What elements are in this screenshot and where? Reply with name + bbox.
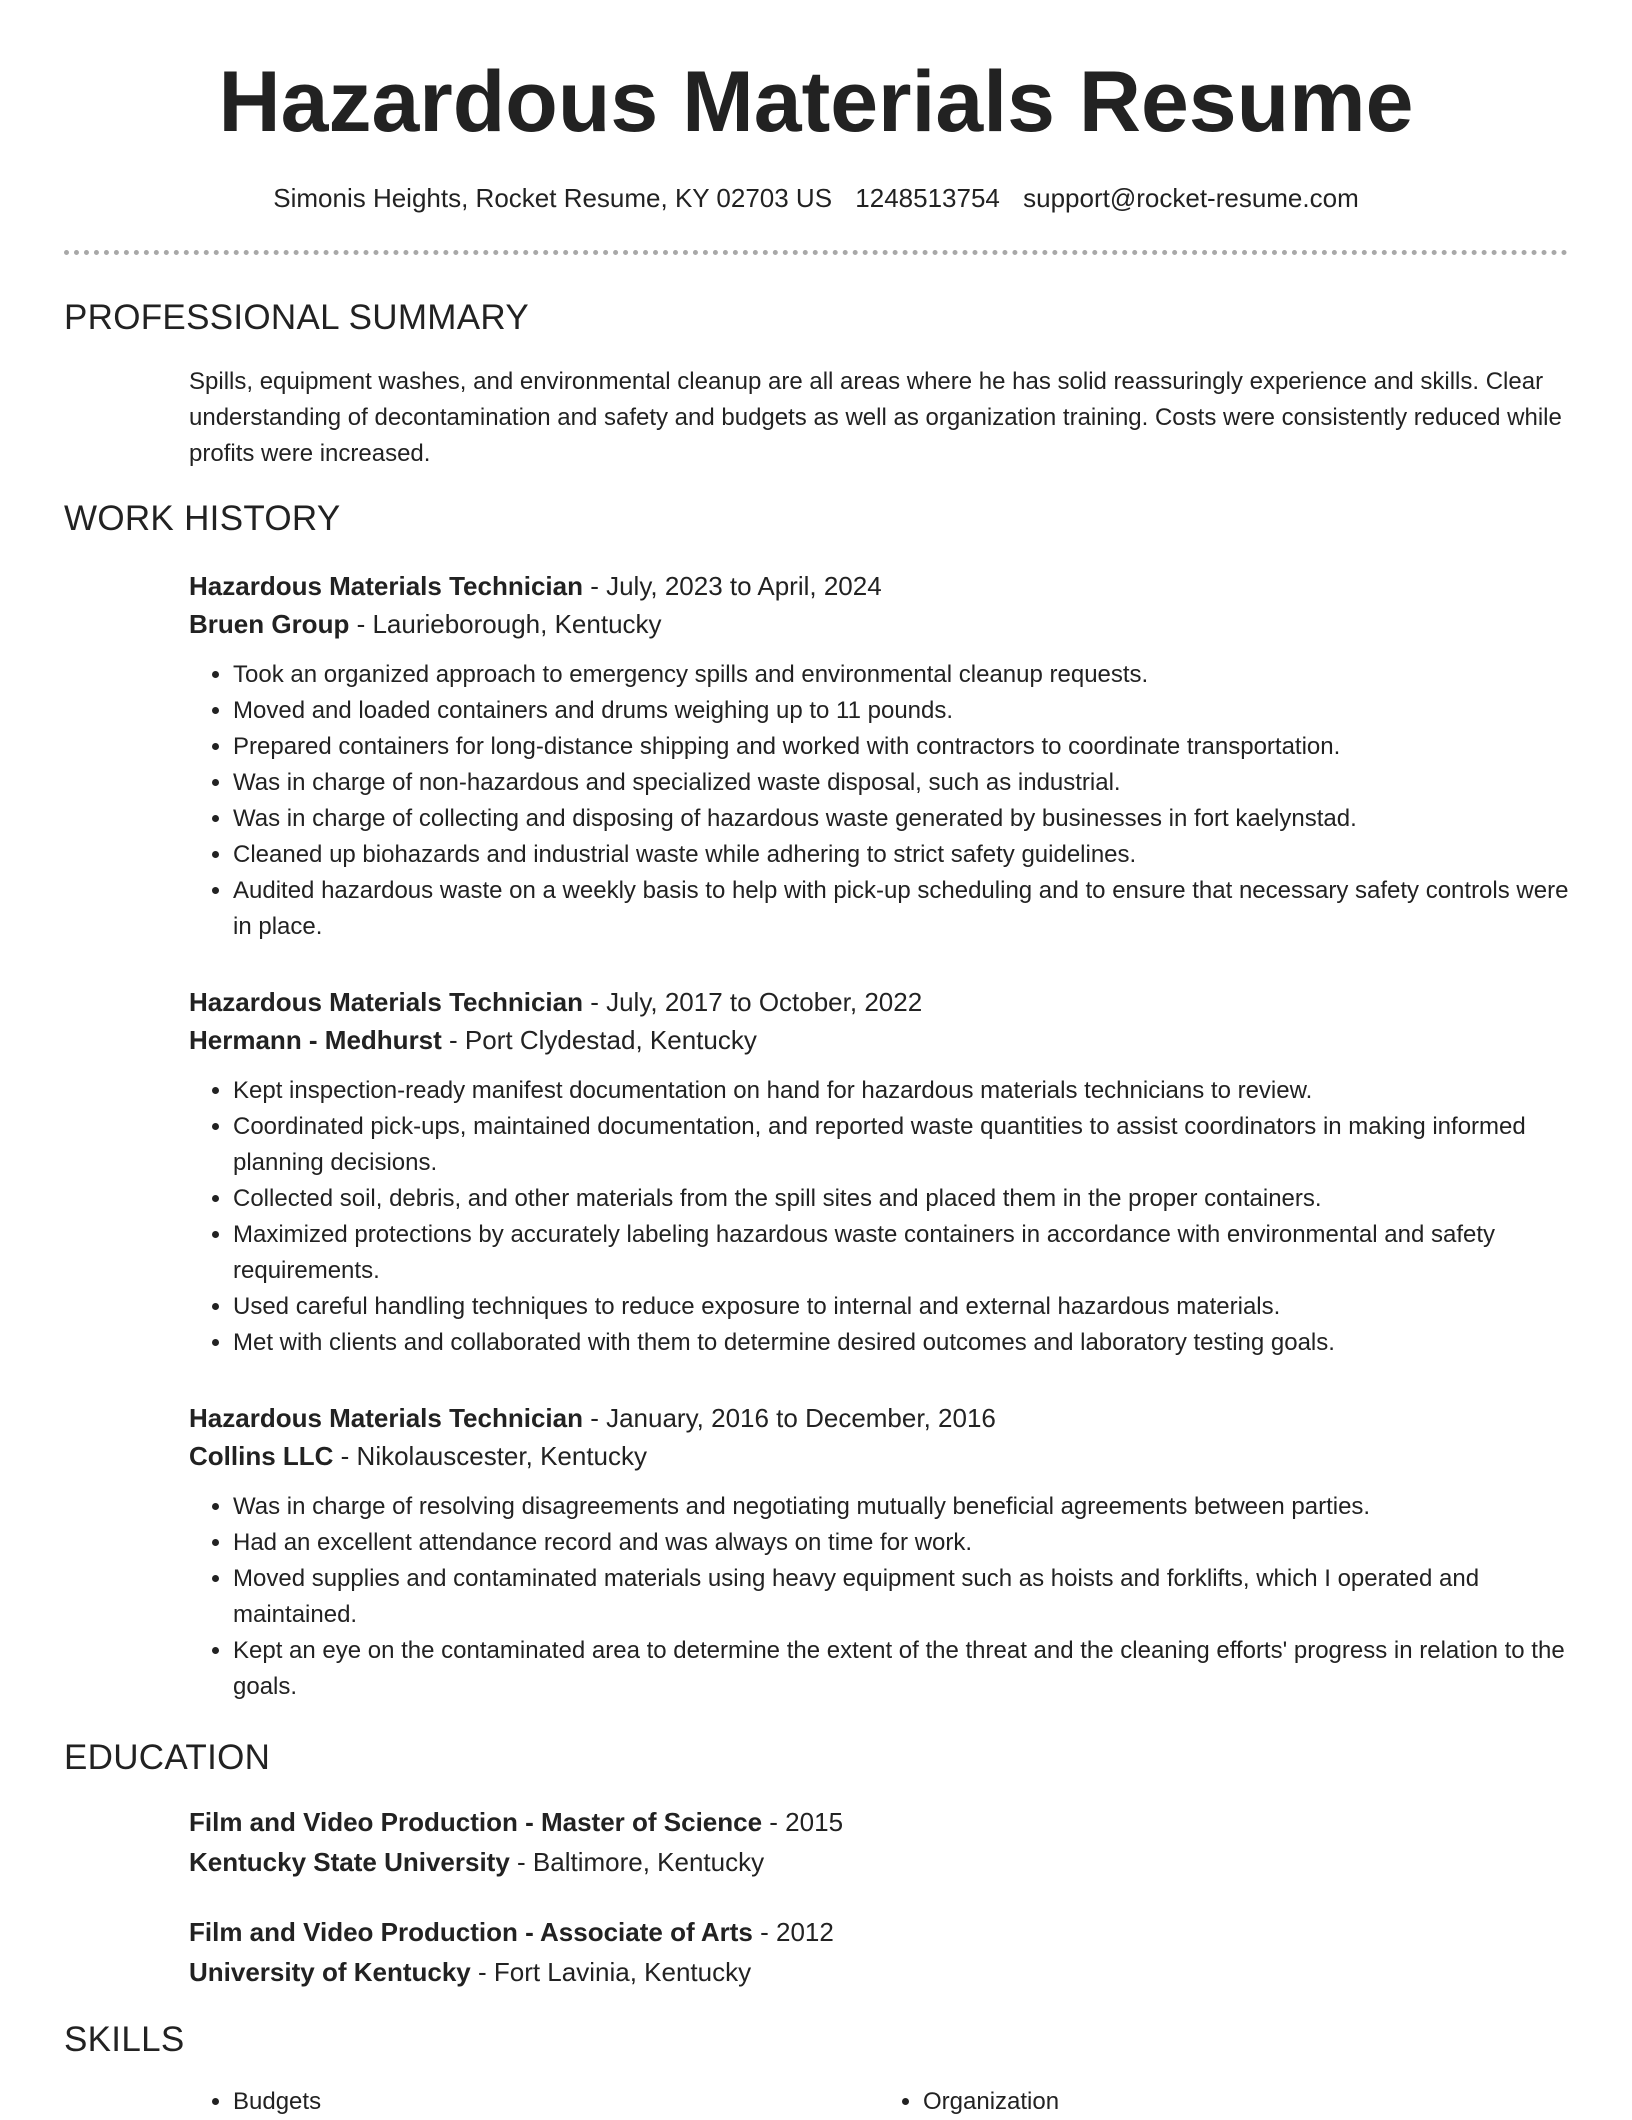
job-title: Hazardous Materials Technician (189, 987, 583, 1017)
list-item: • Was in charge of non-hazardous and specialized waste disposal, such as industrial. (233, 765, 1569, 801)
contact-line (0, 180, 1632, 216)
job-dates: - July, 2017 to October, 2022 (582, 987, 923, 1017)
header-divider (64, 250, 1568, 255)
education-degree: Film and Video Production - Master of Science (189, 1807, 763, 1837)
job-location: - Laurieborough, Kentucky (349, 609, 662, 639)
education-degree-line (189, 1803, 1569, 1841)
job-company: Hermann - Medhurst (189, 1025, 442, 1055)
education-location: - Fort Lavinia, Kentucky (470, 1957, 752, 1987)
skills-column (189, 2084, 879, 2120)
job-dates: - July, 2023 to April, 2024 (582, 571, 882, 601)
job-company-line (189, 1021, 1569, 1059)
summary-heading: PROFESSIONAL SUMMARY (64, 298, 529, 337)
list-item: • Took an organized approach to emergency spills and environmental cleanup requests. (233, 657, 1569, 693)
education-entry (189, 1803, 1569, 1881)
list-item: • Kept an eye on the contaminated area to determine the extent of the threat and the cleaning efforts' progress in relation to the goals. (233, 1633, 1569, 1705)
resume-title: Hazardous Materials Resume (218, 54, 1414, 150)
skills-list (189, 2084, 1569, 2120)
list-item: • Cleaned up biohazards and industrial waste while adhering to strict safety guidelines. (233, 837, 1569, 873)
list-item: • Met with clients and collaborated with them to determine desired outcomes and laboratory testing goals. (233, 1325, 1569, 1361)
summary-section (189, 364, 1569, 472)
work-history-heading: WORK HISTORY (64, 499, 341, 538)
list-item: • Moved supplies and contaminated materials using heavy equipment such as hoists and forklifts, which I operated and maintained. (233, 1561, 1569, 1633)
job-title: Hazardous Materials Technician (189, 1403, 583, 1433)
skills-column (879, 2084, 1569, 2120)
job-entry (189, 567, 1569, 945)
education-year: - 2012 (752, 1917, 834, 1947)
list-item: • Prepared containers for long-distance shipping and worked with contractors to coordinate transportation. (233, 729, 1569, 765)
job-company-line (189, 1437, 1569, 1475)
job-duties-list (189, 1073, 1569, 1361)
skill-item: • Organization (923, 2084, 1569, 2120)
job-title-line (189, 1399, 1569, 1437)
list-item: • Was in charge of collecting and disposing of hazardous waste generated by businesses in fort kaelynstad. (233, 801, 1569, 837)
education-heading: EDUCATION (64, 1738, 271, 1777)
education-school-line (189, 1843, 1569, 1881)
job-title: Hazardous Materials Technician (189, 571, 583, 601)
skill-item: • Budgets (233, 2084, 879, 2120)
job-entry (189, 983, 1569, 1361)
job-company-line (189, 605, 1569, 643)
education-entry (189, 1913, 1569, 1991)
job-entry (189, 1399, 1569, 1705)
list-item: • Kept inspection-ready manifest documentation on hand for hazardous materials technicians to review. (233, 1073, 1569, 1109)
contact-phone: 1248513754 (855, 183, 1000, 213)
job-company: Bruen Group (189, 609, 350, 639)
education-school-line (189, 1953, 1569, 1991)
job-duties-list (189, 1489, 1569, 1705)
education-degree-line (189, 1913, 1569, 1951)
education-year: - 2015 (762, 1807, 844, 1837)
job-company: Collins LLC (189, 1441, 334, 1471)
list-item: • Used careful handling techniques to reduce exposure to internal and external hazardous materials. (233, 1289, 1569, 1325)
contact-address: Simonis Heights, Rocket Resume, KY 02703 US (273, 183, 833, 213)
skills-heading: SKILLS (64, 2020, 185, 2059)
education-school: University of Kentucky (189, 1957, 471, 1987)
job-dates: - January, 2016 to December, 2016 (582, 1403, 996, 1433)
education-degree: Film and Video Production - Associate of Arts (189, 1917, 753, 1947)
job-title-line (189, 983, 1569, 1021)
job-location: - Port Clydestad, Kentucky (441, 1025, 757, 1055)
job-title-line (189, 567, 1569, 605)
list-item: • Was in charge of resolving disagreements and negotiating mutually beneficial agreements between parties. (233, 1489, 1569, 1525)
job-location: - Nikolauscester, Kentucky (333, 1441, 648, 1471)
list-item: • Maximized protections by accurately labeling hazardous waste containers in accordance with environmental and safety requirements. (233, 1217, 1569, 1289)
list-item: • Coordinated pick-ups, maintained documentation, and reported waste quantities to assist coordinators in making informed planning decisions. (233, 1109, 1569, 1181)
education-location: - Baltimore, Kentucky (509, 1847, 765, 1877)
list-item: • Moved and loaded containers and drums weighing up to 11 pounds. (233, 693, 1569, 729)
list-item: • Audited hazardous waste on a weekly basis to help with pick-up scheduling and to ensure that necessary safety controls were in place. (233, 873, 1569, 945)
job-duties-list (189, 657, 1569, 945)
summary-text: Spills, equipment washes, and environmental cleanup are all areas where he has solid reassuringly experience and skills. Clear understanding of decontamination and safety and budgets as well as organization training. Costs were consistently reduced while profits were increased. (189, 368, 1562, 467)
list-item: • Had an excellent attendance record and was always on time for work. (233, 1525, 1569, 1561)
education-school: Kentucky State University (189, 1847, 510, 1877)
contact-email: support@rocket-resume.com (1023, 183, 1359, 213)
list-item: • Collected soil, debris, and other materials from the spill sites and placed them in the proper containers. (233, 1181, 1569, 1217)
